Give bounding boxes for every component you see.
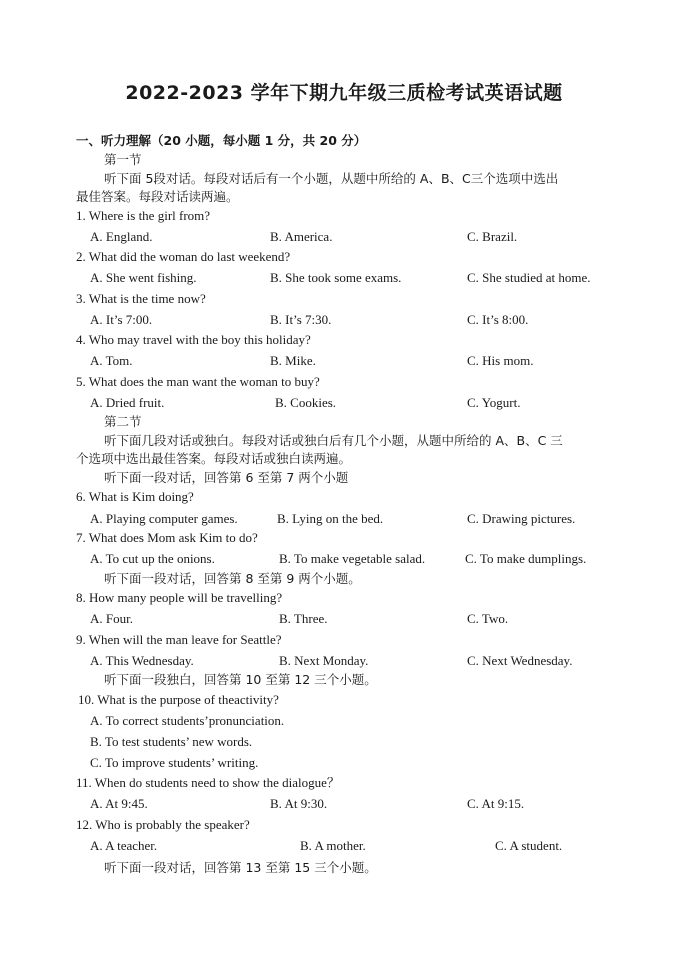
option-12c: C. A student. xyxy=(495,838,563,853)
listening-note: 听下面一段对话，回答第 13 至第 15 三个小题。 xyxy=(104,860,377,875)
option-7b: B. To make vegetable salad. xyxy=(279,551,426,566)
listening-note: 听下面一段对话，回答第 6 至第 7 两个小题 xyxy=(104,470,349,485)
option-4c: C. His mom. xyxy=(467,353,534,368)
instructions-line: 个选项中选出最佳答案。每段对话或独白读两遍。 xyxy=(76,451,352,466)
option-4a: A. Tom. xyxy=(90,353,133,368)
listening-note: 听下面一段独白，回答第 10 至第 12 三个小题。 xyxy=(104,672,377,687)
option-5a: A. Dried fruit. xyxy=(90,395,165,410)
option-9a: A. This Wednesday. xyxy=(90,653,194,668)
option-2a: A. She went fishing. xyxy=(90,270,197,285)
listening-note: 听下面一段对话，回答第 8 至第 9 两个小题。 xyxy=(104,571,361,586)
option-7a: A. To cut up the onions. xyxy=(90,551,215,566)
question-12: 12. Who is probably the speaker? xyxy=(76,817,250,832)
option-10a: A. To correct students’pronunciation. xyxy=(90,713,285,728)
option-8b: B. Three. xyxy=(279,611,328,626)
question-11: 11. When do students need to show the dialogue？ xyxy=(76,775,340,790)
option-9b: B. Next Monday. xyxy=(279,653,369,668)
option-6c: C. Drawing pictures. xyxy=(467,511,576,526)
option-2c: C. She studied at home. xyxy=(467,270,591,285)
option-12a: A. A teacher. xyxy=(90,838,158,853)
option-11b: B. At 9:30. xyxy=(270,796,328,811)
section-heading: 一、听力理解（20 小题，每小题 1 分，共 20 分） xyxy=(76,133,367,148)
instructions-line: 听下面几段对话或独白。每段对话或独白后有几个小题，从题中所给的 A、B、C 三 xyxy=(104,433,563,448)
option-4b: B. Mike. xyxy=(270,353,316,368)
option-1b: B. America. xyxy=(270,229,333,244)
question-5: 5. What does the man want the woman to buy? xyxy=(76,374,320,389)
option-2b: B. She took some exams. xyxy=(270,270,402,285)
question-8: 8. How many people will be travelling? xyxy=(76,590,283,605)
option-10b: B. To test students’ new words. xyxy=(90,734,253,749)
part-label: 第一节 xyxy=(104,152,142,167)
option-10c: C. To improve students’ writing. xyxy=(90,755,259,770)
option-3a: A. It’s 7:00. xyxy=(90,312,153,327)
question-6: 6. What is Kim doing? xyxy=(76,489,194,504)
instructions-line: 听下面 5段对话。每段对话后有一个小题，从题中所给的 A、B、C三个选项中选出 xyxy=(104,171,559,186)
option-11a: A. At 9:45. xyxy=(90,796,148,811)
option-3c: C. It’s 8:00. xyxy=(467,312,529,327)
option-1c: C. Brazil. xyxy=(467,229,518,244)
question-2: 2. What did the woman do last weekend? xyxy=(76,249,291,264)
question-1: 1. Where is the girl from? xyxy=(76,208,211,223)
part-label: 第二节 xyxy=(104,414,142,429)
option-9c: C. Next Wednesday. xyxy=(467,653,573,668)
option-3b: B. It’s 7:30. xyxy=(270,312,332,327)
exam-title: 2022-2023 学年下期九年级三质检考试英语试题 xyxy=(125,82,563,104)
option-6a: A. Playing computer games. xyxy=(90,511,238,526)
option-11c: C. At 9:15. xyxy=(467,796,525,811)
option-7c: C. To make dumplings. xyxy=(465,551,587,566)
option-6b: B. Lying on the bed. xyxy=(277,511,384,526)
option-8c: C. Two. xyxy=(467,611,509,626)
option-12b: B. A mother. xyxy=(300,838,366,853)
option-5b: B. Cookies. xyxy=(275,395,337,410)
option-8a: A. Four. xyxy=(90,611,133,626)
question-9: 9. When will the man leave for Seattle? xyxy=(76,632,282,647)
option-5c: C. Yogurt. xyxy=(467,395,521,410)
question-3: 3. What is the time now? xyxy=(76,291,206,306)
question-4: 4. Who may travel with the boy this holiday? xyxy=(76,332,311,347)
option-1a: A. England. xyxy=(90,229,153,244)
instructions-line: 最佳答案。每段对话读两遍。 xyxy=(76,189,239,204)
question-7: 7. What does Mom ask Kim to do? xyxy=(76,530,258,545)
question-10: 10. What is the purpose of theactivity? xyxy=(78,692,279,707)
